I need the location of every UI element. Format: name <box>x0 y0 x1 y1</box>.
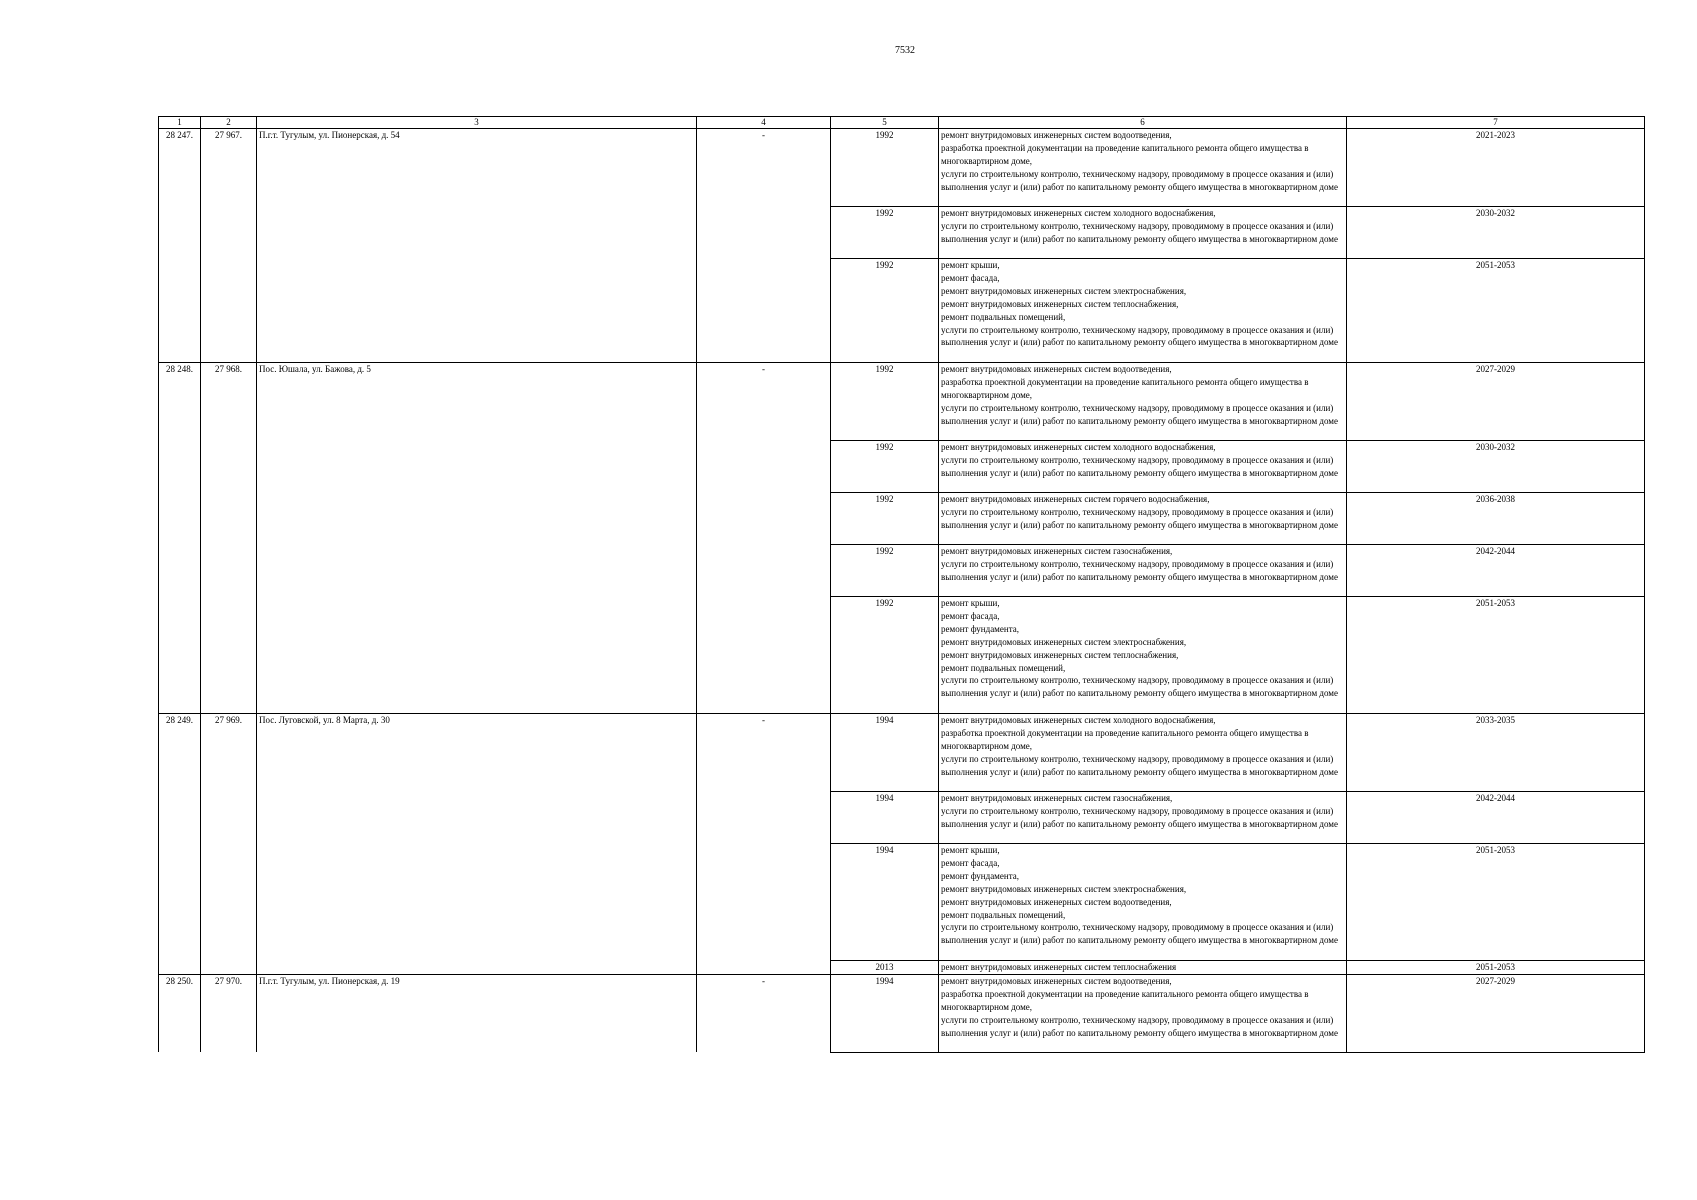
table-row <box>159 363 1645 441</box>
repair-works: ремонт крыши, ремонт фасада, ремонт внутридомовых инженерных систем электроснабжения, ремонт внутридомовых инженерных систем теплоснабжения, ремонт подвальных помещений, услуги по строительному контролю, техническому надзору, проводимому в процессе оказания и (или) выполнения услуг и (или) работ по капитальному ремонту общего имущества в многоквартирном доме <box>939 259 1347 363</box>
repair-works: ремонт внутридомовых инженерных систем холодного водоснабжения, услуги по строительному контролю, техническому надзору, проводимому в процессе оказания и (или) выполнения услуг и (или) работ по капитальному ремонту общего имущества в многоквартирном доме <box>939 207 1347 259</box>
building-address: Пос. Юшала, ул. Бажова, д. 5 <box>257 363 697 714</box>
header-col-3: 3 <box>257 117 697 129</box>
repair-works: ремонт внутридомовых инженерных систем газоснабжения, услуги по строительному контролю, техническому надзору, проводимому в процессе оказания и (или) выполнения услуг и (или) работ по капитальному ремонту общего имущества в многоквартирном доме <box>939 792 1347 844</box>
row-number: 28 248. <box>159 363 201 714</box>
repair-works: ремонт внутридомовых инженерных систем теплоснабжения <box>939 961 1347 975</box>
repair-works: ремонт внутридомовых инженерных систем водоотведения, разработка проектной документации на проведение капитального ремонта общего имущества в многоквартирном доме, услуги по строительному контролю, техническому надзору, проводимому в процессе оказания и (или) выполнения услуг и (или) работ по капитальному ремонту общего имущества в многоквартирном доме <box>939 129 1347 207</box>
repair-works: ремонт крыши, ремонт фасада, ремонт фундамента, ремонт внутридомовых инженерных систем электроснабжения, ремонт внутридомовых инженерных систем теплоснабжения, ремонт подвальных помещений, услуги по строительному контролю, техническому надзору, проводимому в процессе оказания и (или) выполнения услуг и (или) работ по капитальному ремонту общего имущества в многоквартирном доме <box>939 597 1347 714</box>
capital-repair-table <box>158 116 1645 1053</box>
repair-period: 2042-2044 <box>1347 792 1645 844</box>
build-year: 1992 <box>831 259 939 363</box>
build-year: 1992 <box>831 207 939 259</box>
build-year: 1992 <box>831 493 939 545</box>
repair-period: 2027-2029 <box>1347 974 1645 1052</box>
building-address: Пос. Луговской, ул. 8 Марта, д. 30 <box>257 714 697 975</box>
repair-works: ремонт внутридомовых инженерных систем холодного водоснабжения, услуги по строительному контролю, техническому надзору, проводимому в процессе оказания и (или) выполнения услуг и (или) работ по капитальному ремонту общего имущества в многоквартирном доме <box>939 441 1347 493</box>
header-col-1: 1 <box>159 117 201 129</box>
repair-period: 2036-2038 <box>1347 493 1645 545</box>
table-row <box>159 129 1645 207</box>
header-col-2: 2 <box>201 117 257 129</box>
row-code: 27 969. <box>201 714 257 975</box>
repair-works: ремонт внутридомовых инженерных систем холодного водоснабжения, разработка проектной документации на проведение капитального ремонта общего имущества в многоквартирном доме, услуги по строительному контролю, техническому надзору, проводимому в процессе оказания и (или) выполнения услуг и (или) работ по капитальному ремонту общего имущества в многоквартирном доме <box>939 714 1347 792</box>
repair-works: ремонт внутридомовых инженерных систем водоотведения, разработка проектной документации на проведение капитального ремонта общего имущества в многоквартирном доме, услуги по строительному контролю, техническому надзору, проводимому в процессе оказания и (или) выполнения услуг и (или) работ по капитальному ремонту общего имущества в многоквартирном доме <box>939 974 1347 1052</box>
row-code: 27 967. <box>201 129 257 363</box>
col4-value: - <box>697 363 831 714</box>
repair-works: ремонт крыши, ремонт фасада, ремонт фундамента, ремонт внутридомовых инженерных систем электроснабжения, ремонт внутридомовых инженерных систем водоотведения, ремонт подвальных помещений, услуги по строительному контролю, техническому надзору, проводимому в процессе оказания и (или) выполнения услуг и (или) работ по капитальному ремонту общего имущества в многоквартирном доме <box>939 844 1347 961</box>
build-year: 1994 <box>831 844 939 961</box>
repair-period: 2030-2032 <box>1347 207 1645 259</box>
building-address: П.г.т. Тугулым, ул. Пионерская, д. 54 <box>257 129 697 363</box>
repair-period: 2027-2029 <box>1347 363 1645 441</box>
repair-works: ремонт внутридомовых инженерных систем водоотведения, разработка проектной документации на проведение капитального ремонта общего имущества в многоквартирном доме, услуги по строительному контролю, техническому надзору, проводимому в процессе оказания и (или) выполнения услуг и (или) работ по капитальному ремонту общего имущества в многоквартирном доме <box>939 363 1347 441</box>
col4-value: - <box>697 974 831 1052</box>
building-address: П.г.т. Тугулым, ул. Пионерская, д. 19 <box>257 974 697 1052</box>
build-year: 1992 <box>831 363 939 441</box>
header-col-4: 4 <box>697 117 831 129</box>
build-year: 1994 <box>831 792 939 844</box>
table-body <box>159 129 1645 1053</box>
header-col-6: 6 <box>939 117 1347 129</box>
build-year: 1992 <box>831 545 939 597</box>
repair-period: 2033-2035 <box>1347 714 1645 792</box>
repair-period: 2030-2032 <box>1347 441 1645 493</box>
row-code: 27 968. <box>201 363 257 714</box>
repair-works: ремонт внутридомовых инженерных систем горячего водоснабжения, услуги по строительному контролю, техническому надзору, проводимому в процессе оказания и (или) выполнения услуг и (или) работ по капитальному ремонту общего имущества в многоквартирном доме <box>939 493 1347 545</box>
build-year: 1994 <box>831 714 939 792</box>
header-row <box>159 117 1645 129</box>
page-number: 7532 <box>895 45 915 56</box>
build-year: 1992 <box>831 597 939 714</box>
table-row <box>159 714 1645 792</box>
repair-period: 2051-2053 <box>1347 961 1645 975</box>
build-year: 1994 <box>831 974 939 1052</box>
col4-value: - <box>697 714 831 975</box>
table-row <box>159 974 1645 1052</box>
build-year: 2013 <box>831 961 939 975</box>
build-year: 1992 <box>831 441 939 493</box>
header-col-7: 7 <box>1347 117 1645 129</box>
col4-value: - <box>697 129 831 363</box>
row-number: 28 250. <box>159 974 201 1052</box>
repair-works: ремонт внутридомовых инженерных систем газоснабжения, услуги по строительному контролю, техническому надзору, проводимому в процессе оказания и (или) выполнения услуг и (или) работ по капитальному ремонту общего имущества в многоквартирном доме <box>939 545 1347 597</box>
repair-period: 2042-2044 <box>1347 545 1645 597</box>
repair-period: 2021-2023 <box>1347 129 1645 207</box>
repair-period: 2051-2053 <box>1347 597 1645 714</box>
repair-period: 2051-2053 <box>1347 844 1645 961</box>
row-number: 28 249. <box>159 714 201 975</box>
table-header <box>159 117 1645 129</box>
build-year: 1992 <box>831 129 939 207</box>
repair-period: 2051-2053 <box>1347 259 1645 363</box>
row-number: 28 247. <box>159 129 201 363</box>
row-code: 27 970. <box>201 974 257 1052</box>
header-col-5: 5 <box>831 117 939 129</box>
